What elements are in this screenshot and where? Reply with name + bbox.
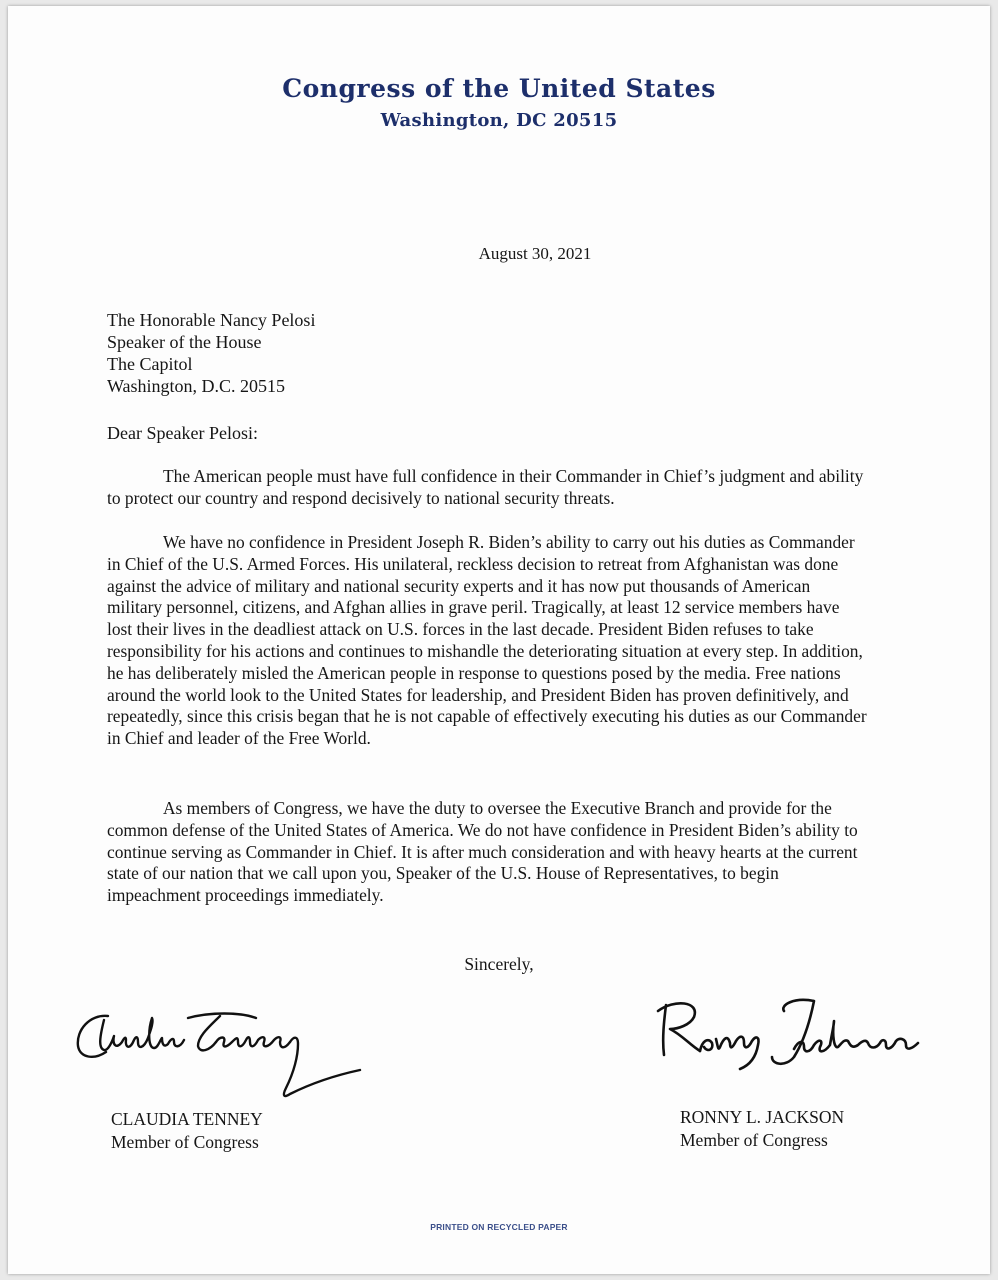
signer-block-jackson: [680, 1106, 844, 1152]
address-line: The Capitol: [107, 354, 193, 374]
letterhead-address: Washington, DC 20515: [380, 110, 618, 131]
letter-date: August 30, 2021: [478, 244, 592, 263]
body-paragraph: As members of Congress, we have the duty to oversee the Executive Branch and provide for the common defense of the United States of America. We do not have confidence in President Biden’s ability to continue serving as Commander in Chief. It is after much consideration and with heavy hearts at the current state of our nation that we call upon you, Speaker of the U.S. House of Representatives, to begin impeachment proceedings immediately.: [107, 798, 858, 906]
letterhead-title: Congress of the United States: [282, 74, 716, 103]
body-paragraph-1-block: [107, 466, 867, 510]
signer-name: RONNY L. JACKSON: [680, 1107, 845, 1127]
signer-title: Member of Congress: [680, 1130, 828, 1150]
body-paragraph-2-block: [107, 532, 867, 750]
recipient-address: [107, 309, 315, 397]
signature-claudia-tenney: [70, 996, 380, 1106]
address-line: The Honorable Nancy Pelosi: [107, 310, 316, 330]
address-line: Washington, D.C. 20515: [107, 376, 286, 396]
closing: Sincerely,: [464, 954, 534, 974]
body-paragraph-3-block: [107, 798, 867, 907]
signer-title: Member of Congress: [111, 1132, 259, 1152]
signature-ronny-jackson: [644, 991, 934, 1081]
closing-row: [8, 954, 990, 975]
body-paragraph: We have no confidence in President Joseph R. Biden’s ability to carry out his duties as Commander in Chief of the U.S. Armed Forces. His unilateral, reckless decision to retreat from Afghanistan was done against the advice of military and national security experts and it has now put thousands of American military personnel, citizens, and Afghan allies in grave peril. Tragically, at least 12 service members have lost their lives in the deadliest attack on U.S. forces in the last decade. President Biden refuses to take responsibility for his actions and continues to mishandle the deteriorating situation at every step. In addition, he has deliberately misled the American people in response to questions posed by the media. Free nations around the world look to the United States for leadership, and President Biden has proven definitively, and repeatedly, since this crisis began that he is not capable of effectively executing his duties as our Commander in Chief and leader of the Free World.: [107, 532, 867, 749]
address-line: Speaker of the House: [107, 332, 262, 352]
body-paragraph: The American people must have full confidence in their Commander in Chief’s judgment and ability to protect our country and respond decisively to national security threats.: [107, 466, 864, 508]
signer-name: CLAUDIA TENNEY: [111, 1109, 263, 1129]
recycled-paper-footer: PRINTED ON RECYCLED PAPER: [430, 1222, 568, 1232]
letter-page: [8, 6, 990, 1274]
salutation: Dear Speaker Pelosi:: [107, 423, 258, 443]
letter-date-row: [8, 244, 990, 264]
signer-block-tenney: [111, 1108, 263, 1154]
